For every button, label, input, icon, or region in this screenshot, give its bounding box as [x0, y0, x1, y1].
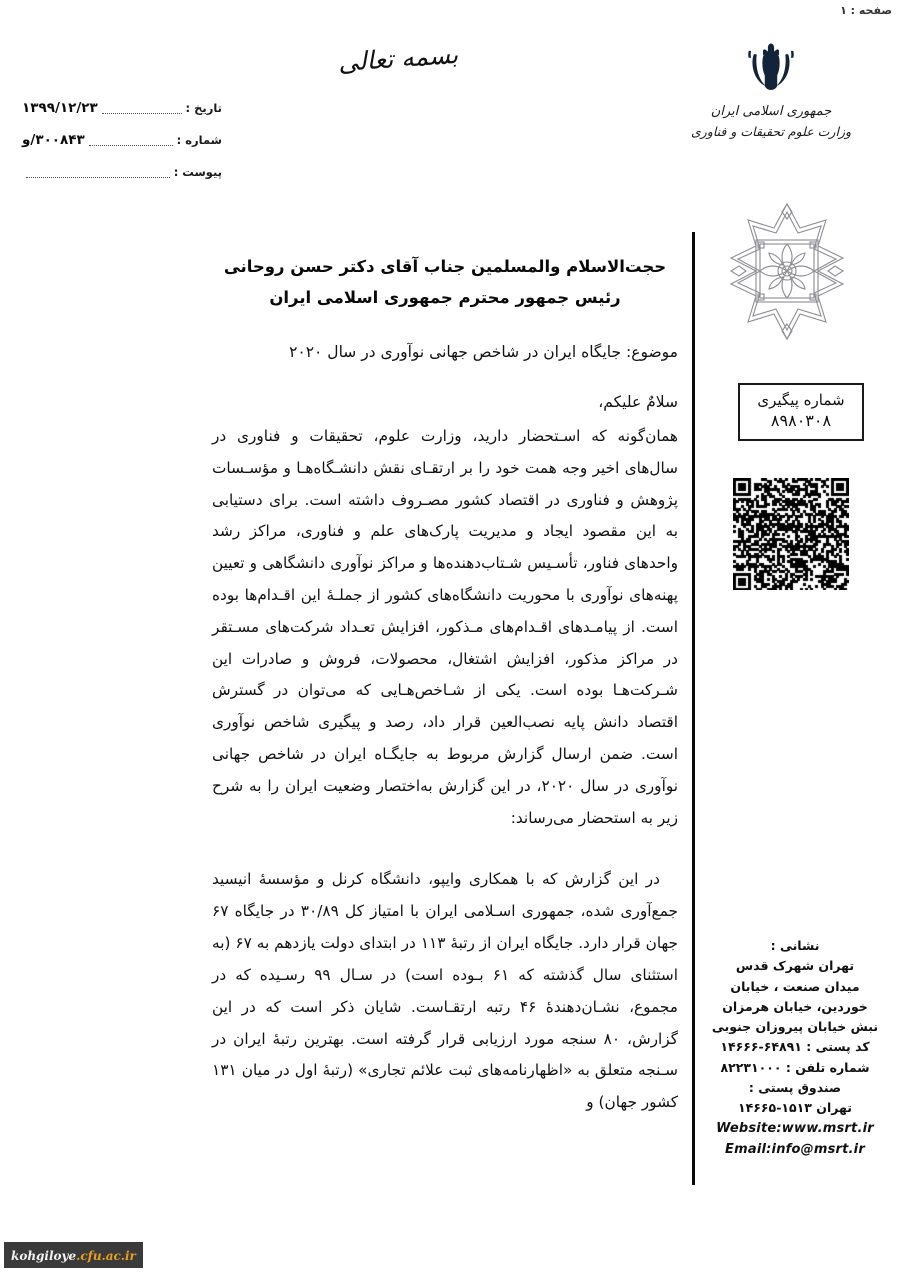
letterhead-emblem-block [656, 38, 886, 142]
po-box-label: صندوق پستی : [748, 1079, 842, 1095]
address-line-1: تهران شهرک قدس [735, 958, 855, 974]
attachment-field-row [22, 150, 222, 182]
date-label: تاریخ : [185, 101, 222, 115]
basmala-heading: بسمه تعالی [337, 39, 460, 78]
body-paragraph-2: در این گزارش که با همکاری وایپو، دانشگاه کرنل و مؤسسهٔ انیسید جمع‌آوری شده، جمهوری اسـلامی ایران با امتیاز کل ۳۰/۸۹ در جایگاه ۶۷ جهان قرار دارد. جایگاه ایران از رتبهٔ ۱۱۳ در ابتدای دولت یازدهم به ۶۷ (به استثنای سال گذشته که ۶۱ بـوده است) در سـال ۹۹ رسـیده که در مجموع، نشـان‌دهندهٔ ۴۶ رتبه ارتقـاست. شایان ذکر است که در این گزارش، ۸۰ سنجه مورد ارزیابی قرار گرفته است. بهترین رتبهٔ ایران در سـنجه متعلق به «اظهارنامه‌های ثبت علائم تجاری» (رتبهٔ اول در میان ۱۳۱ کشور جهان) و [212, 870, 679, 1112]
letter-body [212, 252, 678, 1134]
number-field-row [22, 118, 222, 150]
address-line-2: میدان صنعت ، خیابان [730, 978, 860, 994]
number-label: شماره : [176, 133, 222, 147]
addressee-line-2: رئیس جمهور محترم جمهوری اسلامی ایران [269, 287, 621, 307]
postal-code: کد پستی : ۶۴۸۹۱-۱۴۶۶۶ [720, 1039, 870, 1055]
date-field-row [22, 86, 222, 118]
addressee-line-1: حجت‌الاسلام والمسلمین جناب آقای دکتر حسن روحانی [223, 257, 667, 276]
attachment-rule [26, 176, 170, 178]
watermark-primary-text: kohgiloye [11, 1249, 77, 1263]
organization-name-line2: وزارت علوم تحقیقات و فناوری [690, 124, 852, 140]
tracking-number-label: شماره پیگیری [757, 391, 845, 409]
website-url: Website:www.msrt.ir [716, 1121, 874, 1137]
date-rule [102, 112, 182, 114]
qr-code-icon [733, 478, 849, 590]
address-block [700, 936, 890, 1160]
organization-name-line1: جمهوری اسلامی ایران [710, 104, 832, 119]
salutation: سلامٌ علیکم، [598, 392, 678, 411]
body-paragraph-1: همان‌گونه که اسـتحضار دارید، وزارت علوم، تحقیقات و فناوری در سال‌های اخیر وجه همت خود را بر ارتقـای نقش دانشـگاه‌هـا و مؤسـسات پژوهش و فناوری در اقتصاد کشور مصـروف داشته است. برای دستیابی به این مقصود ایجاد و مدیریت پارک‌های علم و فناوری، مراکز رشد واحدهای فناور، تأسـیس شـتاب‌دهنده‌ها و مراکز نوآوری دانشگاهی و تعیین پهنه‌های نوآوری با محوریت دانشگاه‌های کشور از جملـهٔ این اقـدام‌ها بوده است. از پیامـدهای اقـدام‌های مـذکور، افزایش تعـداد شرکت‌های مسـتقر در مراکز مذکور، افزایش اشتغال، محصولات، فروش و صادرات این شـرکت‌هـا بوده است. یکی از شـاخص‌هـایی که می‌توان در گسترش اقتصاد دانش پایه نصب‌العین قرار داد، رصد و پیگیری شاخص نوآوری است. ضمن ارسال گزارش مربوط به جایگـاه ایران در شاخص جهانی نوآوری در سال ۲۰۲۰، در این گزارش به‌اختصار وضعیت ایران را به شرح زیر به استحضار می‌رساند: [212, 426, 678, 827]
document-meta-fields [22, 86, 222, 182]
islamic-star-ornament-icon [712, 196, 862, 346]
vertical-divider [692, 232, 695, 1185]
watermark-accent-text: .cfu.ac.ir [76, 1249, 136, 1263]
iran-emblem-icon [740, 38, 802, 96]
phone-number: شماره تلفن : ۸۲۲۳۱۰۰۰ [720, 1059, 870, 1075]
tracking-number-value: ۸۹۸۰۳۰۸ [770, 411, 832, 431]
address-label: نشانی : [770, 938, 820, 953]
site-watermark [4, 1242, 143, 1268]
subject-line: موضوع: جایگاه ایران در شاخص جهانی نوآوری در سال ۲۰۲۰ [289, 343, 678, 362]
page-number: صفحه : ۱ [840, 4, 892, 17]
po-box-value: تهران ۱۵۱۳-۱۴۶۶۵ [738, 1100, 852, 1115]
tracking-number-box [738, 383, 864, 441]
number-value: ۳۰۰۸۴۳/و [22, 132, 85, 148]
address-line-4: نبش خیابان پیروزان جنوبی [711, 1019, 879, 1034]
number-rule [89, 144, 173, 146]
email-address: Email:info@msrt.ir [725, 1142, 865, 1158]
address-line-3: خوردین، خیابان هرمزان [722, 998, 868, 1014]
attachment-label: پیوست : [173, 165, 222, 179]
date-value: ۱۳۹۹/۱۲/۲۳ [22, 100, 98, 116]
